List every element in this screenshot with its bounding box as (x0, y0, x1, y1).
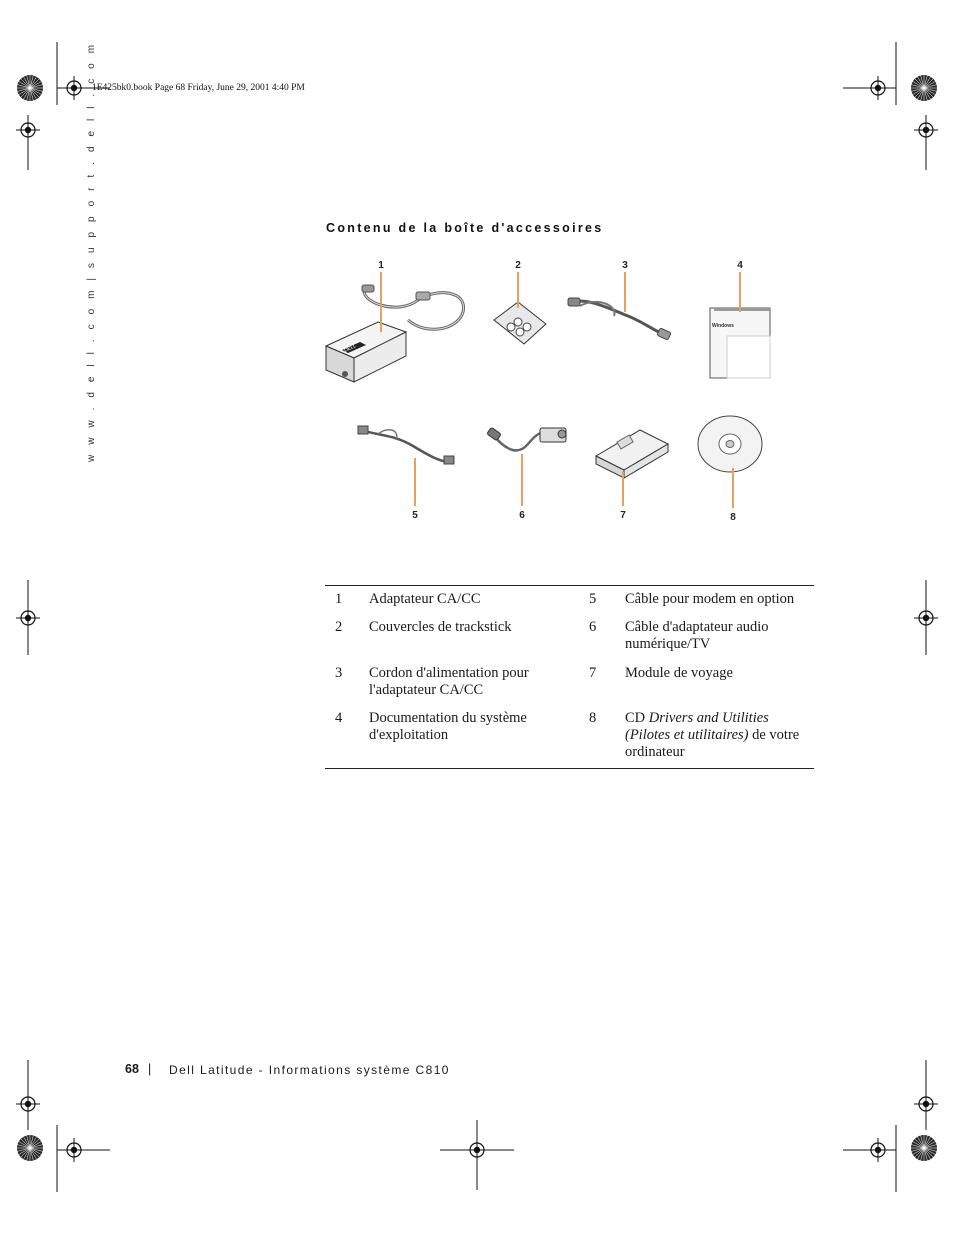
item-4-label: Documentation du système d'exploitation (369, 710, 527, 743)
doc-brand-text: Windows (712, 323, 734, 329)
callout-4: 4 (737, 260, 743, 271)
item-7-label: Module de voyage (625, 665, 733, 681)
item-1-number: 1 (335, 591, 343, 607)
accessories-illustration (318, 250, 788, 530)
footer-title: Dell Latitude - Informations système C810 (169, 1063, 450, 1077)
item-7-number: 7 (589, 665, 597, 681)
adapter-brand-text: DELL (343, 343, 358, 354)
callout-7: 7 (620, 510, 626, 521)
item-8-label: CD Drivers and Utilities (Pilotes et utilitaires) de votre ordinateur (625, 710, 800, 760)
item-4-number: 4 (335, 710, 343, 726)
item-5-number: 5 (589, 591, 597, 607)
item-5-label: Câble pour modem en option (625, 591, 795, 607)
callout-2: 2 (515, 260, 521, 271)
items-table (325, 585, 814, 769)
side-url: w w w . d e l l . c o m | s u p p o r t . d e l l . c o m (86, 41, 97, 462)
modem-cable-illustration (358, 426, 454, 464)
page-number: 68 (125, 1062, 139, 1076)
power-cord-illustration (568, 298, 671, 340)
item-6-label: Câble d'adaptateur audio numérique/TV (625, 619, 769, 652)
section-title: Contenu de la boîte d'accessoires (326, 221, 604, 235)
callout-8: 8 (730, 512, 736, 523)
callout-3: 3 (622, 260, 628, 271)
item-3-label: Cordon d'alimentation pour l'adaptateur CA/CC (369, 665, 529, 698)
ac-adapter-illustration (326, 285, 464, 382)
callout-5: 5 (412, 510, 418, 521)
documentation-illustration (710, 308, 770, 378)
item-1-label: Adaptateur CA/CC (369, 591, 481, 607)
footer-separator: | (148, 1062, 152, 1076)
item-8-number: 8 (589, 710, 597, 726)
item-2-number: 2 (335, 619, 343, 635)
audio-tv-cable-illustration (487, 427, 566, 450)
callout-1: 1 (378, 260, 384, 271)
cd-illustration (698, 416, 762, 472)
travel-module-illustration (596, 430, 668, 478)
trackstick-covers-illustration (494, 302, 546, 344)
item-6-number: 6 (589, 619, 597, 635)
print-header: 1E425bk0.book Page 68 Friday, June 29, 2001 4:40 PM (92, 83, 305, 93)
callout-6: 6 (519, 510, 525, 521)
item-3-number: 3 (335, 665, 343, 681)
item-2-label: Couvercles de trackstick (369, 619, 512, 635)
